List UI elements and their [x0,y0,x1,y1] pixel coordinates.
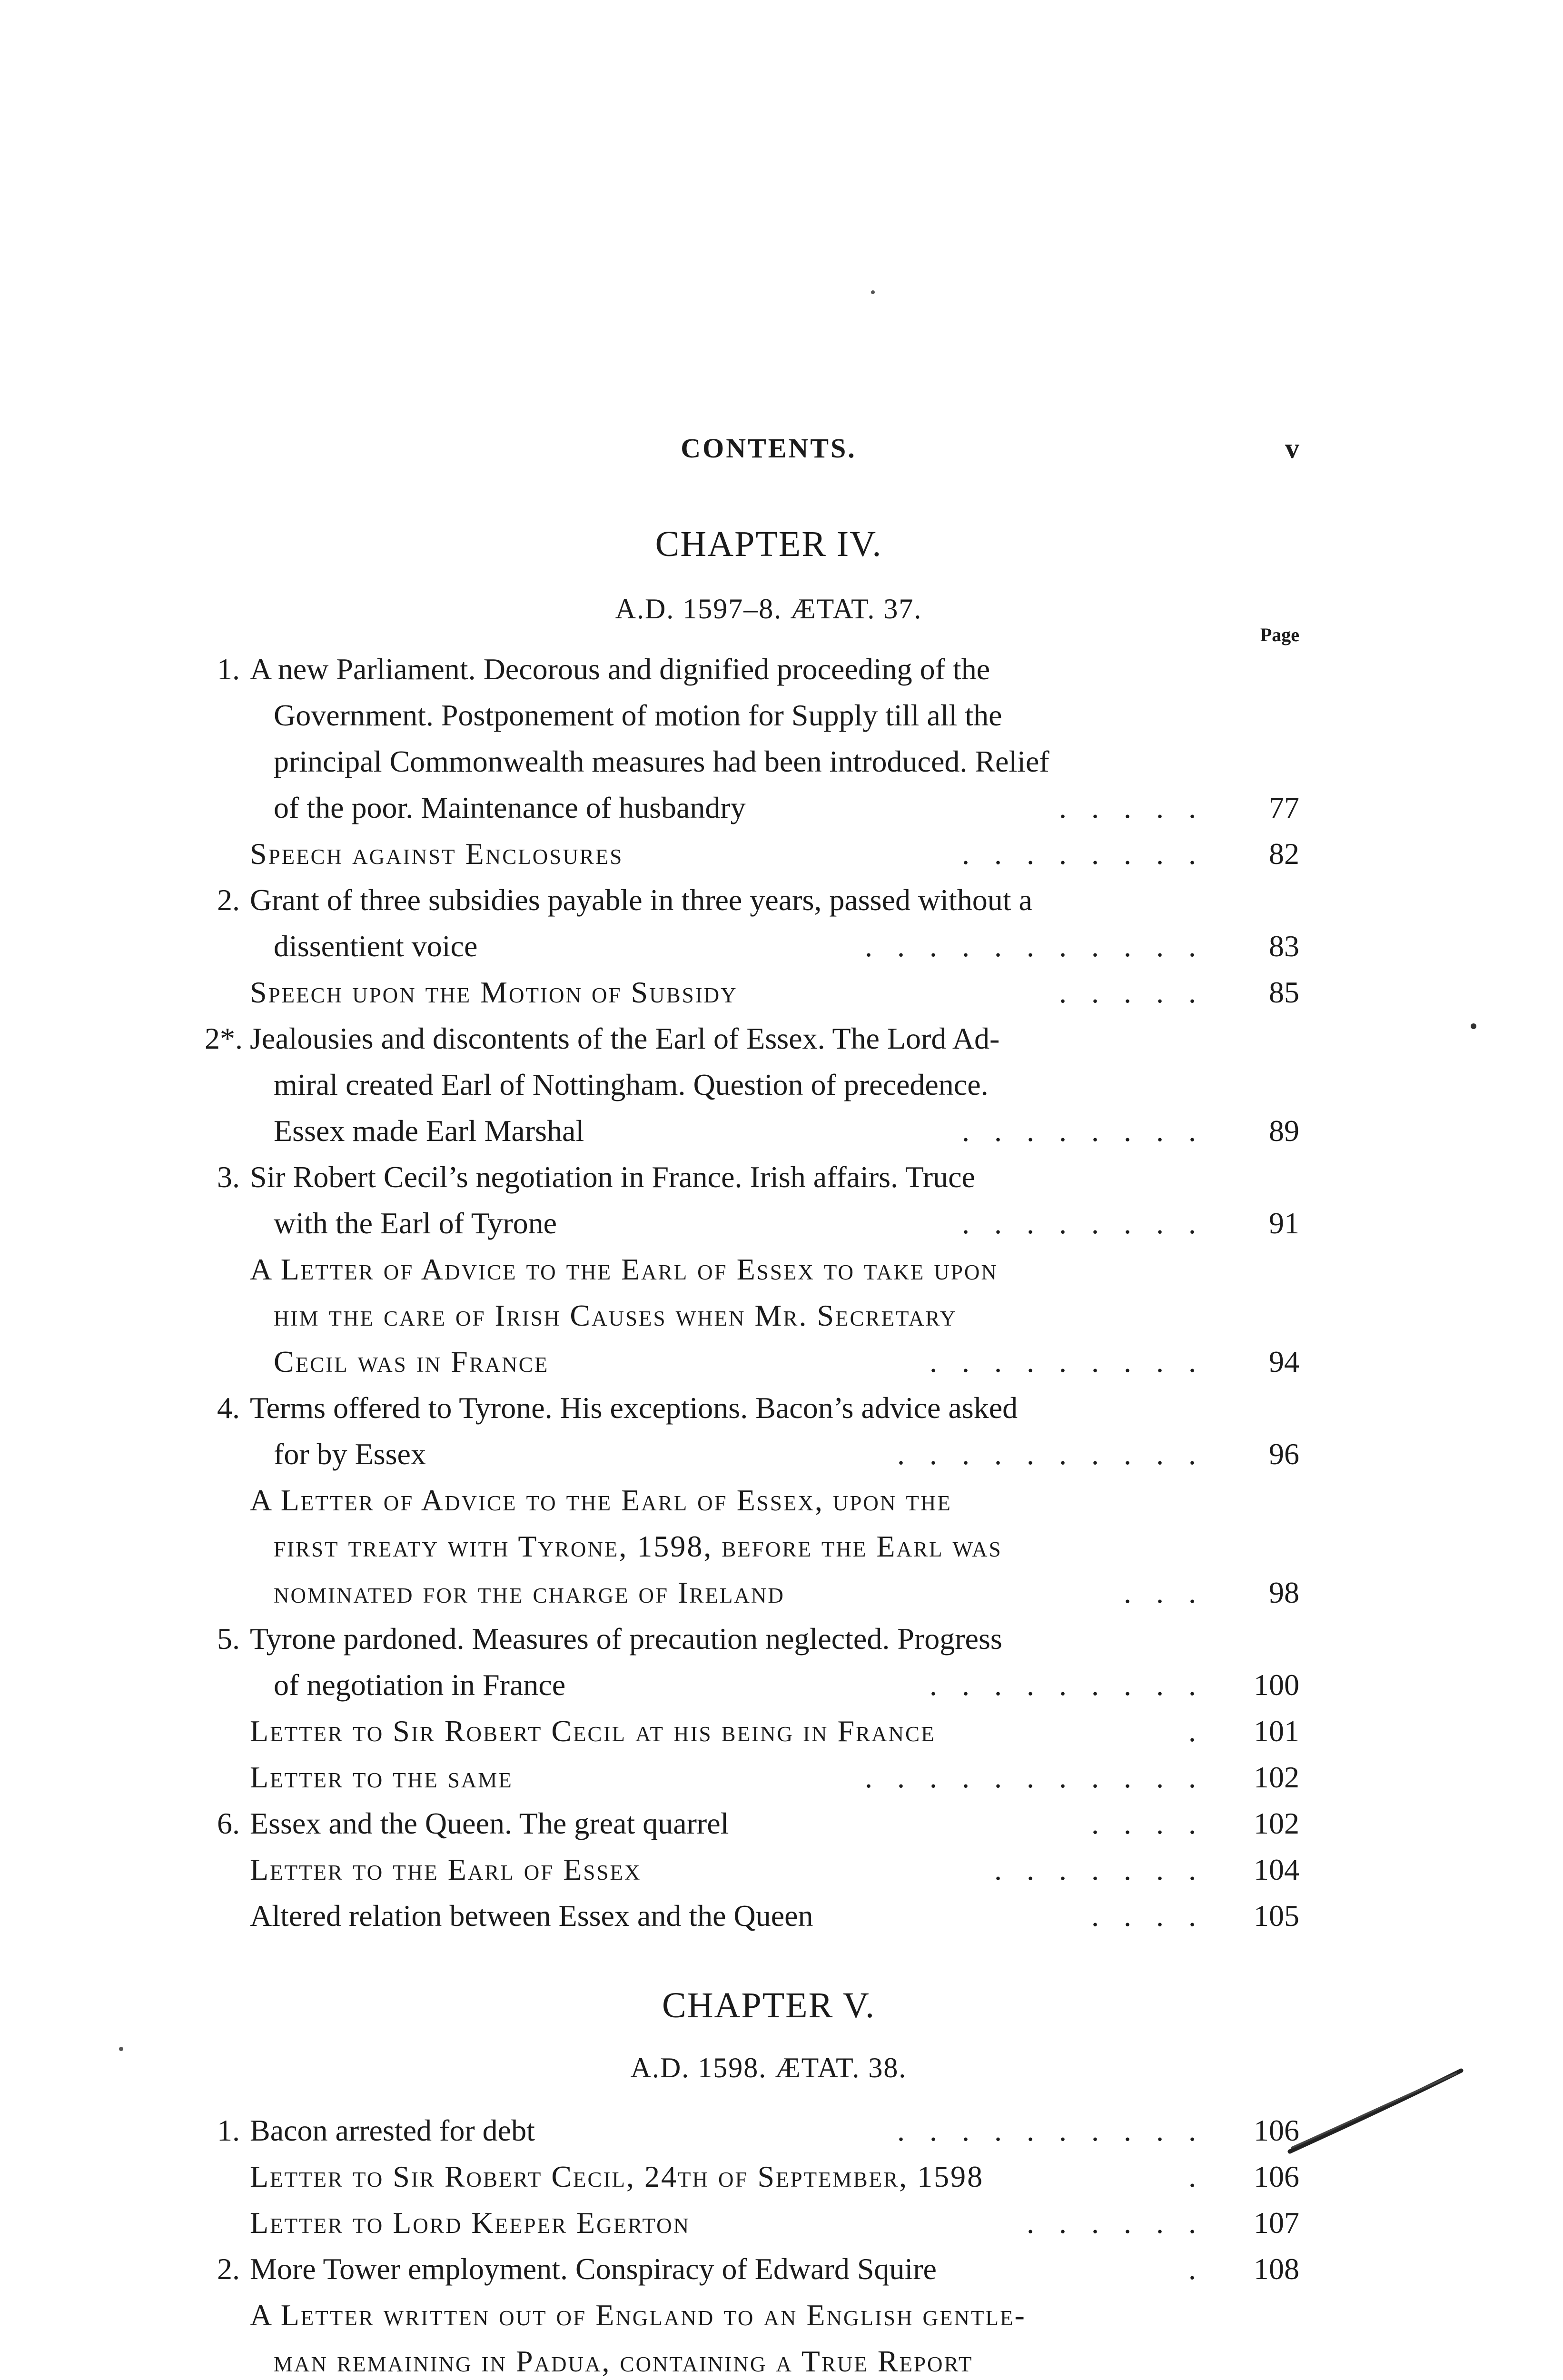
toc-entry-number: 5. [217,1622,240,1656]
toc-entry-line [205,1571,1299,1615]
running-title: CONTENTS. [681,433,857,464]
toc-entry-line [205,647,1299,691]
toc-page-number: 89 [1269,1114,1299,1148]
toc-entry-line [205,832,1299,876]
toc-entry-line [205,1340,1299,1384]
toc-entry-line [205,924,1299,968]
toc-entry-line [205,1663,1299,1707]
dot-leader: . [1188,2160,1221,2193]
toc-entry-line [205,1109,1299,1153]
dot-leader: .......... [897,2113,1221,2147]
toc-entry-text: Government. Postponement of motion for Supply till all the [274,698,1002,732]
toc-entry-line [205,1755,1299,1799]
dot-leader: ... [1124,1576,1221,1609]
toc-entry-line [205,1201,1299,1245]
toc-entry-line [205,740,1299,783]
toc-entry-text: dissentient voice [274,929,478,963]
toc-entry-line [205,1848,1299,1892]
toc-entry-line [205,1432,1299,1476]
toc-page-number: 104 [1254,1853,1299,1886]
toc-entry-line [205,2155,1299,2199]
toc-entry-text: Speech against Enclosures [250,837,623,871]
toc-entry-line [205,2293,1299,2337]
toc-page-number: 106 [1254,2113,1299,2147]
toc-entry-number: 1. [217,652,240,686]
toc-page-number: 106 [1254,2160,1299,2193]
toc-entry-line [205,1709,1299,1753]
dot-leader: .... [1091,1899,1221,1933]
dot-leader: ........ [962,837,1221,871]
toc-entry-text: Sir Robert Cecil’s negotiation in France. Irish affairs. Truce [250,1160,975,1194]
toc-page-number: 82 [1269,837,1299,871]
toc-entry-text: Terms offered to Tyrone. His exceptions. Bacon’s advice asked [250,1391,1018,1425]
dot-leader: ........... [865,1760,1221,1794]
toc-entry-line [205,1155,1299,1199]
toc-entry-text: Letter to Sir Robert Cecil at his being in France [250,1714,936,1748]
toc-entry-text: Essex made Earl Marshal [274,1114,584,1148]
toc-entry-line [205,2109,1299,2152]
toc-page-number: 107 [1254,2206,1299,2240]
toc-page-number: 102 [1254,1760,1299,1794]
toc-entry-line [205,2201,1299,2245]
toc-page-number: 77 [1269,791,1299,824]
toc-entry-number: 2. [217,883,240,917]
pencil-stroke-mark [1285,2061,1466,2156]
dot-leader: ....... [994,1853,1221,1886]
toc-entry-text: Letter to the Earl of Essex [250,1853,642,1886]
toc-entry-line [205,1063,1299,1107]
toc-entry-text: principal Commonwealth measures had been introduced. Relief [274,744,1049,778]
toc-entry-text: first treaty with Tyrone, 1598, before the Earl was [274,1529,1002,1563]
dot-leader: ......... [930,1668,1221,1702]
page-column-label: Page [1260,624,1299,645]
toc-entry-text: A Letter of Advice to the Earl of Essex, upon the [250,1483,952,1517]
toc-entry-number: 4. [217,1391,240,1425]
toc-entry-line [205,971,1299,1014]
toc-entry-line [205,1525,1299,1568]
toc-entry-text: Jealousies and discontents of the Earl of Essex. The Lord Ad- [250,1021,1000,1055]
chapter-date: A.D. 1598. ÆTAT. 38. [630,2052,907,2083]
running-head [238,428,1299,471]
toc-entry-text: A new Parliament. Decorous and dignified proceeding of the [250,652,990,686]
toc-page-number: 83 [1269,929,1299,963]
toc-entry-text: of the poor. Maintenance of husbandry [274,791,746,824]
chapter-date: A.D. 1597–8. ÆTAT. 37. [615,593,922,625]
toc-page-number: 100 [1254,1668,1299,1702]
toc-entry-text: Essex and the Queen. The great quarrel [250,1806,729,1840]
toc-entry-line [205,2247,1299,2291]
toc-entry-line [205,1617,1299,1661]
speck-mark [119,2047,123,2051]
toc-page-number: 96 [1269,1437,1299,1471]
dot-leader: ..... [1059,975,1221,1009]
toc-entry-text: for by Essex [274,1437,426,1471]
dot-leader: .... [1091,1806,1221,1840]
toc-entry-text: Grant of three subsidies payable in three years, passed without a [250,883,1032,917]
toc-entry-line [205,1478,1299,1522]
toc-page-number: 98 [1269,1576,1299,1609]
toc-entry-line [205,786,1299,830]
dot-leader: .......... [897,1437,1221,1471]
chapter-title: CHAPTER IV. [655,524,882,564]
toc-page-number: 101 [1254,1714,1299,1748]
toc-entry-text: Altered relation between Essex and the Queen [250,1899,813,1933]
toc-entry-number: 2. [217,2252,240,2286]
toc-entry-text: miral created Earl of Nottingham. Question of precedence. [274,1068,989,1101]
toc-entry-text: him the care of Irish Causes when Mr. Secretary [274,1299,957,1332]
toc-entry-line [205,1017,1299,1061]
toc-page-number: 94 [1269,1345,1299,1378]
toc-entry-line [205,1802,1299,1845]
toc-entry-text: A Letter written out of England to an English gentle- [250,2298,1026,2332]
dot-leader: ........ [962,1114,1221,1148]
toc-entry-text: with the Earl of Tyrone [274,1206,557,1240]
chapter-title: CHAPTER V. [662,1985,875,2025]
toc-entry-line [205,1294,1299,1338]
toc-entry-text: Cecil was in France [274,1345,549,1378]
toc-entry-line [205,878,1299,922]
toc-entry-number: 6. [217,1806,240,1840]
toc-entry-text: nominated for the charge of Ireland [274,1576,785,1609]
dot-leader: ........ [962,1206,1221,1240]
toc-entry-text: Letter to Lord Keeper Egerton [250,2206,691,2240]
toc-entry-text: More Tower employment. Conspiracy of Edward Squire [250,2252,937,2286]
dot-leader: ......... [930,1345,1221,1378]
toc-entry-line [205,694,1299,737]
toc-page-number: 85 [1269,975,1299,1009]
dot-leader: . [1188,1714,1221,1748]
toc-entry-line [205,1386,1299,1430]
toc-page-number: 108 [1254,2252,1299,2286]
speck-mark [871,290,875,294]
toc-entry-number: 3. [217,1160,240,1194]
dot-leader: ...... [1027,2206,1221,2240]
toc-entry-text: Letter to the same [250,1760,513,1794]
dot-leader: ........... [865,929,1221,963]
toc-entry-number: 2*. [205,1021,243,1055]
toc-entry-text: A Letter of Advice to the Earl of Essex to take upon [250,1252,998,1286]
toc-entry-text: Letter to Sir Robert Cecil, 24th of September, 1598 [250,2160,984,2193]
dot-leader: ..... [1059,791,1221,824]
toc-entry-line [205,1248,1299,1291]
toc-entry-line [205,1894,1299,1938]
toc-entry-number: 1. [217,2113,240,2147]
toc-entry-text: of negotiation in France [274,1668,566,1702]
page-folio: v [1285,433,1299,464]
toc-entry-line [205,2340,1299,2380]
toc-entry-text: man remaining in Padua, containing a True Report [274,2344,973,2378]
toc-page-number: 91 [1269,1206,1299,1240]
toc-page-number: 102 [1254,1806,1299,1840]
toc-entry-text: Speech upon the Motion of Subsidy [250,975,738,1009]
dot-leader: . [1188,2252,1221,2286]
toc-entry-text: Bacon arrested for debt [250,2113,535,2147]
toc-entry-text: Tyrone pardoned. Measures of precaution neglected. Progress [250,1622,1002,1656]
speck-mark [1471,1023,1476,1029]
toc-page-number: 105 [1254,1899,1299,1933]
